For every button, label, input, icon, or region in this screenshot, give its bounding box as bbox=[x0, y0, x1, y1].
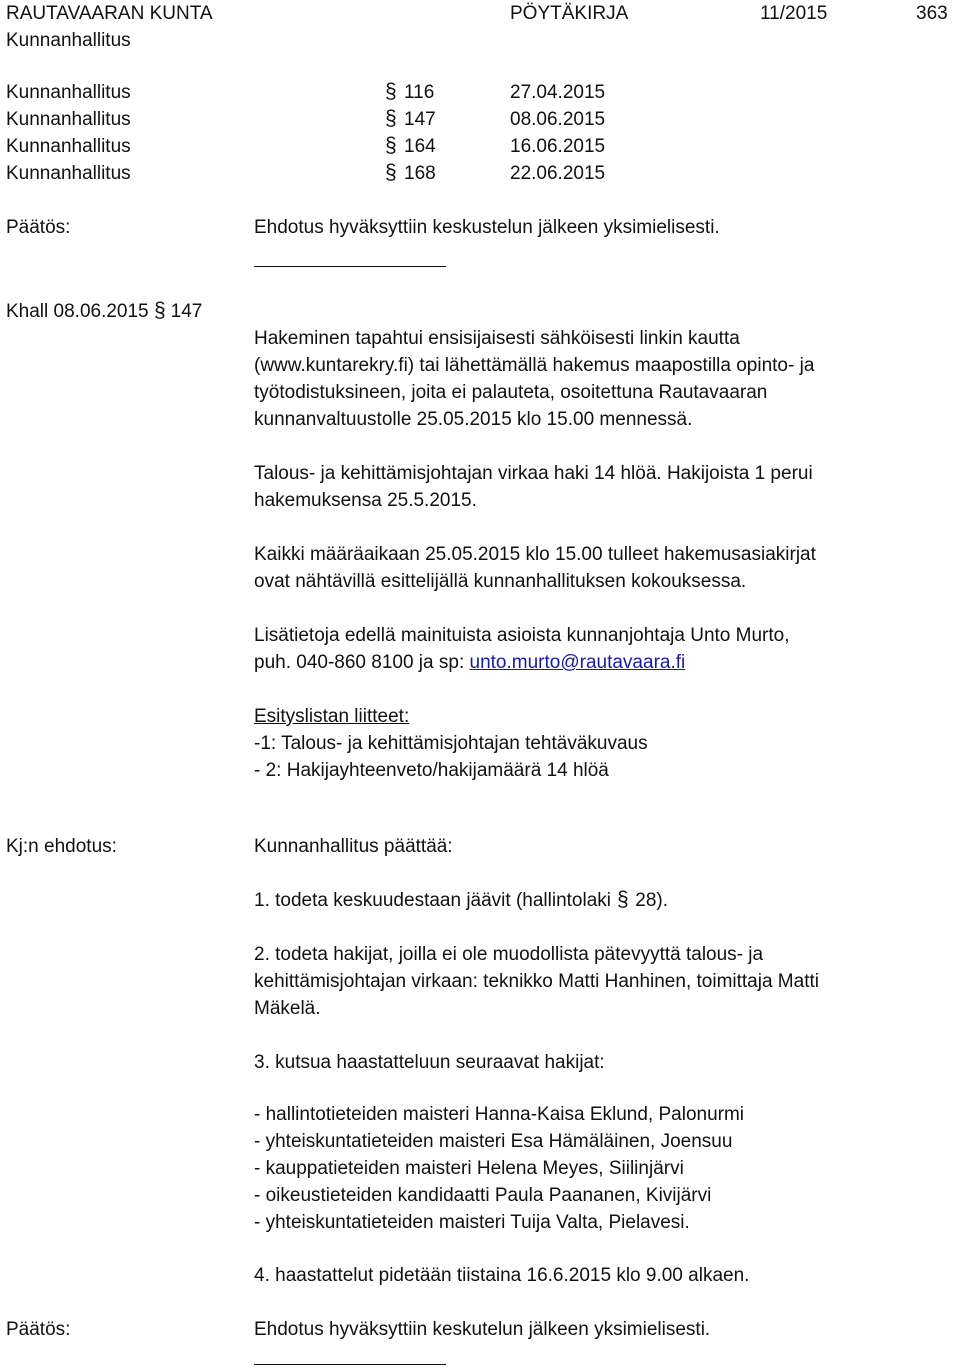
history-body: Kunnanhallitus bbox=[6, 163, 131, 184]
history-date: 16.06.2015 bbox=[510, 136, 606, 157]
signature-rule bbox=[254, 266, 446, 267]
history-section: § 164 bbox=[385, 134, 436, 157]
history-body: Kunnanhallitus bbox=[6, 136, 131, 157]
history-date: 08.06.2015 bbox=[510, 109, 606, 130]
svg-text:§: § bbox=[385, 161, 397, 184]
proposal-item-4: 4. haastattelut pidetään tiistaina 16.6.2015 klo 9.00 alkaen. bbox=[254, 1265, 750, 1286]
section-sign-icon bbox=[153, 298, 167, 322]
applicants-paragraph: Talous- ja kehittämisjohtajan virkaa haki 14 hlöä. Hakijoista 1 perui hakemuksensa 25.5.2015. bbox=[254, 463, 813, 511]
header-org: RAUTAVAARAN KUNTA bbox=[6, 3, 213, 24]
history-section: § 147 bbox=[385, 107, 436, 130]
contact-paragraph: Lisätietoja edellä mainituista asioista kunnanjohtaja Unto Murto, puh. 040-860 8100 ja sp: unto.murto@rautavaara.fi bbox=[254, 625, 790, 673]
svg-text:§: § bbox=[385, 134, 397, 157]
section-sign-icon bbox=[384, 106, 398, 130]
history-date: 22.06.2015 bbox=[510, 163, 606, 184]
proposal-item-2: 2. todeta hakijat, joilla ei ole muodollista pätevyyttä talous- ja kehittämisjohtajan virkaan: teknikko Matti Hanhinen, toimittaja Matti Mäkelä. bbox=[254, 944, 819, 1019]
proposal-item-3: 3. kutsua haastatteluun seuraavat hakijat: bbox=[254, 1052, 605, 1073]
decision-text: Ehdotus hyväksyttiin keskutelun jälkeen yksimielisesti. bbox=[254, 1319, 711, 1340]
documents-paragraph: Kaikki määräaikaan 25.05.2015 klo 15.00 tulleet hakemusasiakirjat ovat nähtävillä esittelijällä kunnanhallituksen kokouksessa. bbox=[254, 544, 816, 592]
history-section: § 116 bbox=[385, 80, 435, 103]
attachment-item: - 2: Hakijayhteenveto/hakijamäärä 14 hlöä bbox=[254, 760, 609, 781]
section-sign-icon bbox=[384, 160, 398, 184]
decision-label: Päätös: bbox=[6, 217, 71, 238]
svg-text:§: § bbox=[617, 888, 629, 911]
attachment-item: -1: Talous- ja kehittämisjohtajan tehtäväkuvaus bbox=[254, 733, 648, 754]
history-date: 27.04.2015 bbox=[510, 82, 606, 103]
header-doc-number: 11/2015 bbox=[760, 3, 828, 24]
decision-label: Päätös: bbox=[6, 1319, 71, 1340]
candidate-list bbox=[254, 1101, 954, 1236]
khall-reference: Khall 08.06.2015 § 147 bbox=[6, 299, 203, 322]
svg-text:§: § bbox=[385, 80, 397, 103]
signature-rule bbox=[254, 1364, 446, 1365]
history-body: Kunnanhallitus bbox=[6, 82, 131, 103]
list-item: - yhteiskuntatieteiden maisteri Tuija Valta, Pielavesi. bbox=[254, 1212, 690, 1233]
section-sign-icon bbox=[384, 133, 398, 157]
svg-text:§: § bbox=[153, 299, 166, 322]
list-item: - hallintotieteiden maisteri Hanna-Kaisa Eklund, Palonurmi bbox=[254, 1104, 745, 1125]
history-body: Kunnanhallitus bbox=[6, 109, 131, 130]
list-item: - kauppatieteiden maisteri Helena Meyes, Siilinjärvi bbox=[254, 1158, 684, 1179]
list-item: - yhteiskuntatieteiden maisteri Esa Hämäläinen, Joensuu bbox=[254, 1131, 733, 1152]
attachments-title: Esityslistan liitteet: bbox=[254, 706, 410, 727]
email-link[interactable]: unto.murto@rautavaara.fi bbox=[469, 652, 686, 673]
proposal-label: Kj:n ehdotus: bbox=[6, 836, 117, 857]
svg-text:§: § bbox=[385, 107, 397, 130]
attachments-block bbox=[254, 703, 954, 784]
proposal-item-1: 1. todeta keskuudestaan jäävit (hallintolaki § 28). bbox=[254, 888, 669, 911]
decision-text: Ehdotus hyväksyttiin keskustelun jälkeen yksimielisesti. bbox=[254, 217, 720, 238]
history-section: § 168 bbox=[385, 161, 436, 184]
list-item: - oikeustieteiden kandidaatti Paula Paananen, Kivijärvi bbox=[254, 1185, 712, 1206]
section-sign-icon bbox=[384, 79, 398, 103]
proposal-intro: Kunnanhallitus päättää: bbox=[254, 836, 453, 857]
header-page-number: 363 bbox=[916, 3, 948, 24]
header-body-name: Kunnanhallitus bbox=[6, 30, 131, 51]
application-paragraph: Hakeminen tapahtui ensisijaisesti sähköisesti linkin kautta (www.kuntarekry.fi) tai lähettämällä hakemus maapostilla opinto- ja työtodistuksineen, joita ei palauteta, osoitettuna Rautavaaran kunnanvaltuustolle 25.05.2015 klo 15.00 mennessä. bbox=[254, 328, 815, 430]
section-sign-icon bbox=[616, 887, 630, 911]
header-doc-type: PÖYTÄKIRJA bbox=[510, 3, 629, 24]
